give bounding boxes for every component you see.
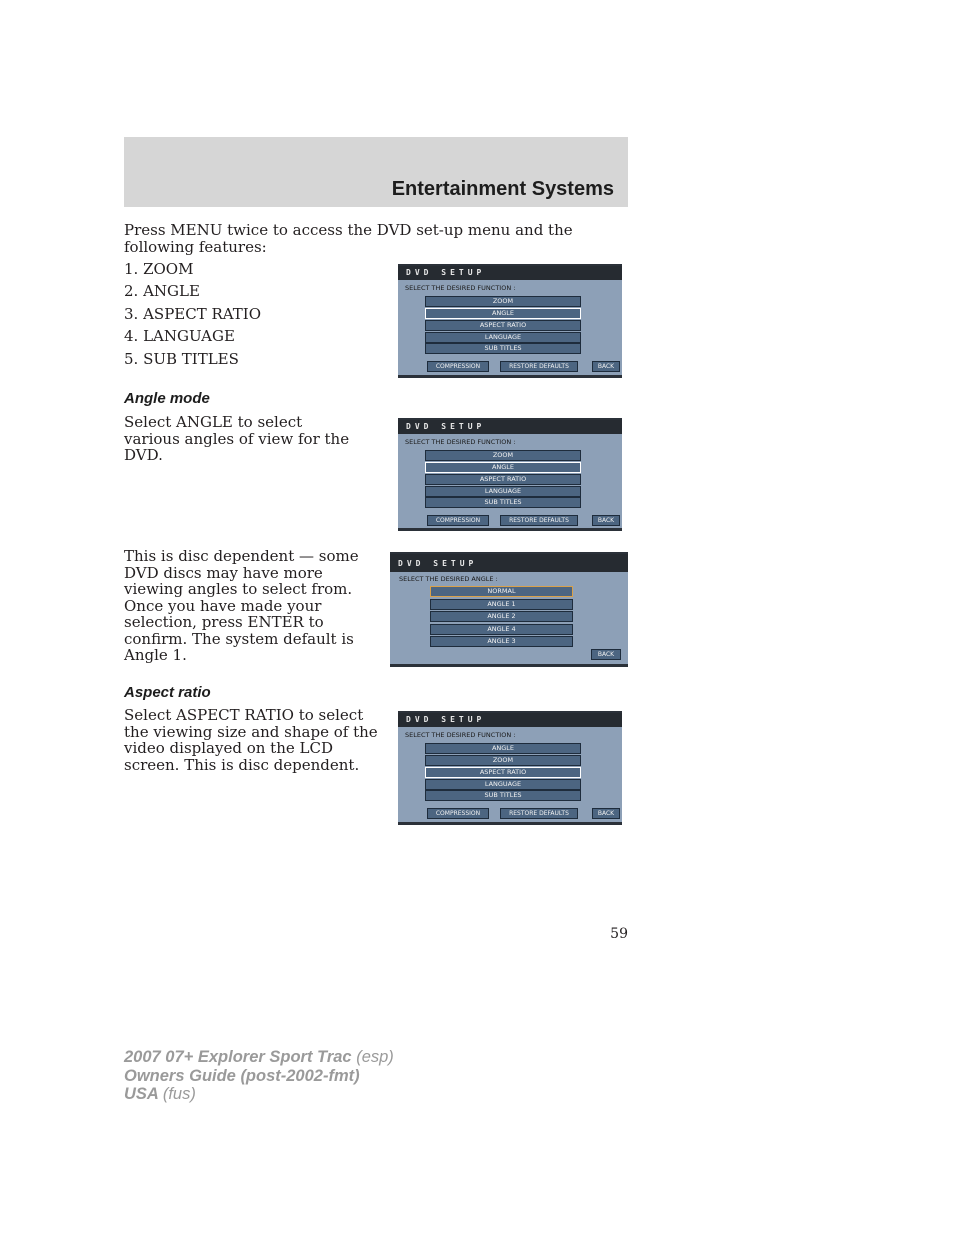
angle-option-normal-selected[interactable]: NORMAL — [430, 586, 573, 597]
footer-model: 2007 07+ Explorer Sport Trac — [124, 1048, 352, 1066]
dvd-setup-screen — [398, 418, 622, 531]
angle-option-3[interactable]: ANGLE 3 — [430, 636, 573, 647]
screen-prompt: SELECT THE DESIRED ANGLE : — [399, 575, 498, 583]
screen-title: DVD SETUP — [398, 420, 622, 434]
list-item: 5. SUB TITLES — [124, 350, 239, 368]
back-button[interactable]: BACK — [591, 649, 621, 660]
restore-defaults-button[interactable]: RESTORE DEFAULTS — [500, 361, 578, 372]
dvd-setup-screen — [398, 264, 622, 378]
menu-option-angle-selected[interactable]: ANGLE — [425, 308, 581, 319]
footer-line-1 — [124, 1048, 394, 1067]
menu-option-zoom[interactable]: ZOOM — [425, 296, 581, 307]
back-button[interactable]: BACK — [592, 361, 620, 372]
angle-mode-heading: Angle mode — [124, 390, 210, 407]
footer-guide: Owners Guide (post-2002-fmt) — [124, 1067, 360, 1085]
section-title: Entertainment Systems — [391, 178, 614, 200]
intro-text: Press MENU twice to access the DVD set-up menu and the following features: — [124, 221, 573, 256]
footer-line-2 — [124, 1067, 360, 1086]
menu-option-aspect-ratio[interactable]: ASPECT RATIO — [425, 320, 581, 331]
compression-button[interactable]: COMPRESSION — [427, 808, 489, 819]
page-number: 59 — [610, 926, 628, 942]
menu-option-aspect-ratio[interactable]: ASPECT RATIO — [425, 474, 581, 485]
angle-option-1[interactable]: ANGLE 1 — [430, 599, 573, 610]
screen-prompt: SELECT THE DESIRED FUNCTION : — [405, 731, 516, 739]
dvd-setup-screen — [398, 711, 622, 825]
aspect-ratio-heading: Aspect ratio — [124, 684, 211, 701]
menu-option-language[interactable]: LANGUAGE — [425, 779, 581, 790]
list-item: 2. ANGLE — [124, 282, 200, 300]
menu-option-sub-titles[interactable]: SUB TITLES — [425, 790, 581, 801]
list-item: 1. ZOOM — [124, 260, 194, 278]
angle-option-2[interactable]: ANGLE 2 — [430, 611, 573, 622]
menu-option-aspect-ratio-selected[interactable]: ASPECT RATIO — [425, 767, 581, 778]
list-item: 4. LANGUAGE — [124, 327, 235, 345]
aspect-ratio-text: Select ASPECT RATIO to select the viewing size and shape of the video displayed on the LCD screen. This is disc dependent. — [124, 706, 378, 774]
footer-language-code: (esp) — [356, 1048, 394, 1066]
angle-mode-text: Select ANGLE to select various angles of view for the DVD. — [124, 413, 350, 464]
menu-option-zoom[interactable]: ZOOM — [425, 450, 581, 461]
menu-option-angle-selected[interactable]: ANGLE — [425, 462, 581, 473]
menu-option-sub-titles[interactable]: SUB TITLES — [425, 343, 581, 354]
screen-title: DVD SETUP — [398, 266, 622, 280]
footer-market-code: (fus) — [162, 1085, 196, 1103]
menu-option-angle[interactable]: ANGLE — [425, 743, 581, 754]
back-button[interactable]: BACK — [592, 515, 620, 526]
dvd-angle-screen — [390, 552, 628, 667]
menu-option-language[interactable]: LANGUAGE — [425, 332, 581, 343]
screen-prompt: SELECT THE DESIRED FUNCTION : — [405, 284, 516, 292]
list-item: 3. ASPECT RATIO — [124, 305, 262, 323]
compression-button[interactable]: COMPRESSION — [427, 515, 489, 526]
back-button[interactable]: BACK — [592, 808, 620, 819]
compression-button[interactable]: COMPRESSION — [427, 361, 489, 372]
angle-option-4[interactable]: ANGLE 4 — [430, 624, 573, 635]
section-header-bar — [124, 137, 628, 207]
screen-title: DVD SETUP — [390, 554, 628, 572]
disc-dependent-text: This is disc dependent — some DVD discs may have more viewing angles to select from. Once you have made your selection, press ENTER to confirm. The system default is Angle 1. — [124, 547, 359, 664]
screen-title: DVD SETUP — [398, 713, 622, 727]
restore-defaults-button[interactable]: RESTORE DEFAULTS — [500, 515, 578, 526]
menu-option-language[interactable]: LANGUAGE — [425, 486, 581, 497]
footer-line-3 — [124, 1085, 196, 1104]
restore-defaults-button[interactable]: RESTORE DEFAULTS — [500, 808, 578, 819]
menu-option-zoom[interactable]: ZOOM — [425, 755, 581, 766]
footer-market: USA — [124, 1085, 159, 1103]
menu-option-sub-titles[interactable]: SUB TITLES — [425, 497, 581, 508]
screen-prompt: SELECT THE DESIRED FUNCTION : — [405, 438, 516, 446]
